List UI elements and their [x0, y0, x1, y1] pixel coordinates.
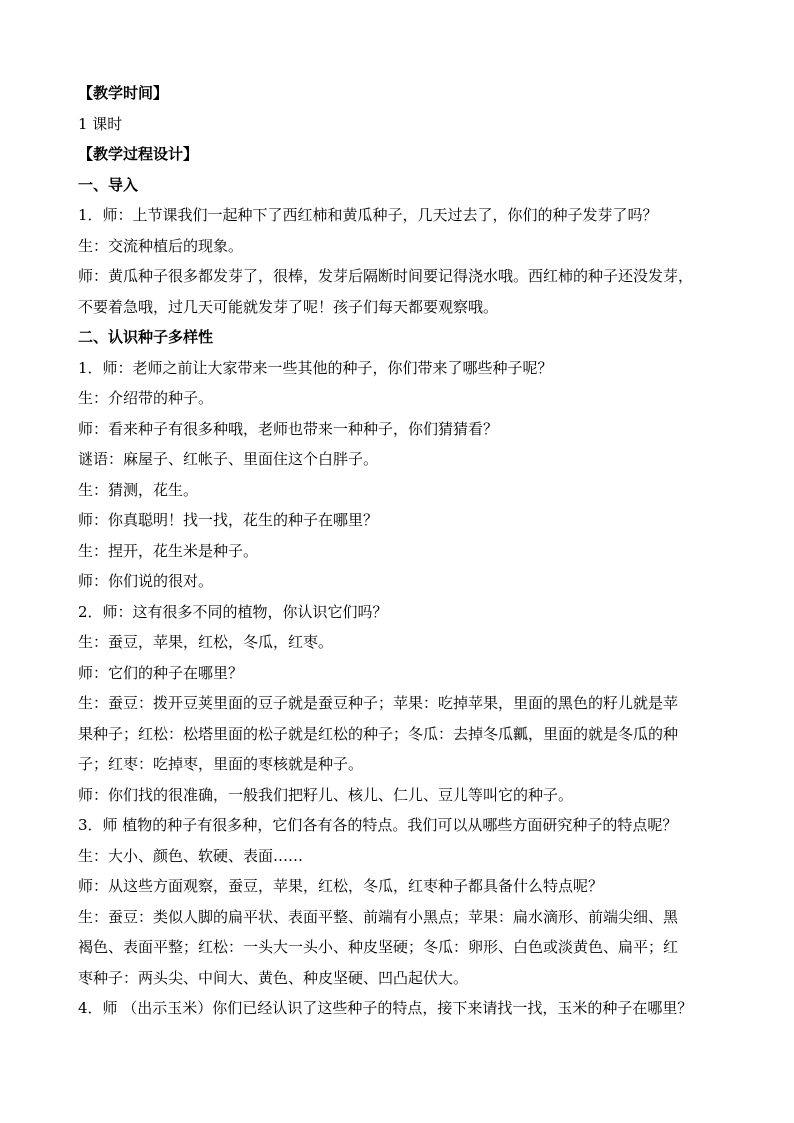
text-line: 生：介绍带的种子。: [78, 389, 214, 407]
text-line: 师：它们的种子在哪里？: [78, 663, 244, 682]
text-line: 师：你真聪明！找一找，花生的种子在哪里？: [78, 511, 379, 529]
text-line: 生：蚕豆，苹果，红松，冬瓜，红枣。: [78, 633, 334, 651]
text-line: 生：交流种植后的现象。: [78, 236, 244, 255]
text-line: 不要着急哦，过几天可能就发芽了呢！孩子们每天都要观察哦。: [78, 297, 499, 316]
text-line: 3．师 植物的种子有很多种，它们各有各的特点。我们可以从哪些方面研究种子的特点呢？: [78, 816, 678, 834]
text-line: 子；红枣：吃掉枣，里面的枣核就是种子。: [78, 755, 364, 773]
text-line: 师：看来种子有很多种哦，老师也带来一种种子，你们猜猜看？: [78, 419, 499, 438]
text-line: 生：捏开，花生米是种子。: [78, 541, 259, 560]
text-line: 生：蚕豆：拨开豆荚里面的豆子就是蚕豆种子；苹果：吃掉苹果，里面的黑色的籽儿就是苹: [78, 694, 679, 712]
text-line: 4．师 （出示玉米）你们已经认识了这些种子的特点，接下来请找一找，玉米的种子在哪里？: [78, 999, 693, 1017]
text-line: 师：你们找的很准确，一般我们把籽儿、核儿、仁儿、豆儿等叫它的种子。: [78, 785, 574, 804]
section-heading-teaching-time: 【教学时间】: [78, 84, 169, 102]
text-line: 褐色、表面平整；红松：一头大一头小、种皮坚硬；冬瓜：卵形、白色或淡黄色、扁平；红: [78, 938, 679, 956]
text-line: 生：大小、颜色、软硬、表面……: [78, 846, 304, 865]
section-heading-introduction: 一、导入: [78, 175, 139, 194]
text-line: 2．师：这有很多不同的植物，你认识它们吗？: [78, 602, 388, 621]
section-heading-process-design: 【教学过程设计】: [78, 145, 199, 163]
text-line: 师：从这些方面观察，蚕豆，苹果，红松，冬瓜，红枣种子都具备什么特点呢？: [78, 877, 604, 895]
text-line: 1．师：上节课我们一起种下了西红柿和黄瓜种子，几天过去了，你们的种子发芽了吗？: [78, 206, 658, 224]
text-line: 1 课时: [78, 114, 123, 133]
section-heading-seed-diversity: 二、认识种子多样性: [78, 328, 214, 346]
text-line: 生：猜测，花生。: [78, 480, 199, 499]
text-line: 果种子；红松：松塔里面的松子就是红松的种子；冬瓜：去掉冬瓜瓤，里面的就是冬瓜的种: [78, 724, 679, 743]
text-line: 师：黄瓜种子很多都发芽了，很棒，发芽后隔断时间要记得浇水哦。西红柿的种子还没发芽，: [78, 267, 694, 285]
text-line: 枣种子：两头尖、中间大、黄色、种皮坚硬、凹凸起伏大。: [78, 968, 469, 987]
text-line: 生：蚕豆：类似人脚的扁平状、表面平整、前端有小黑点；苹果：扁水滴形、前端尖细、黑: [78, 907, 679, 926]
text-line: 谜语：麻屋子、红帐子、里面住这个白胖子。: [78, 450, 379, 468]
document-body: [78, 78, 718, 1024]
text-line: 师：你们说的很对。: [78, 572, 214, 590]
text-line: 1．师：老师之前让大家带来一些其他的种子，你们带来了哪些种子呢？: [78, 358, 553, 377]
